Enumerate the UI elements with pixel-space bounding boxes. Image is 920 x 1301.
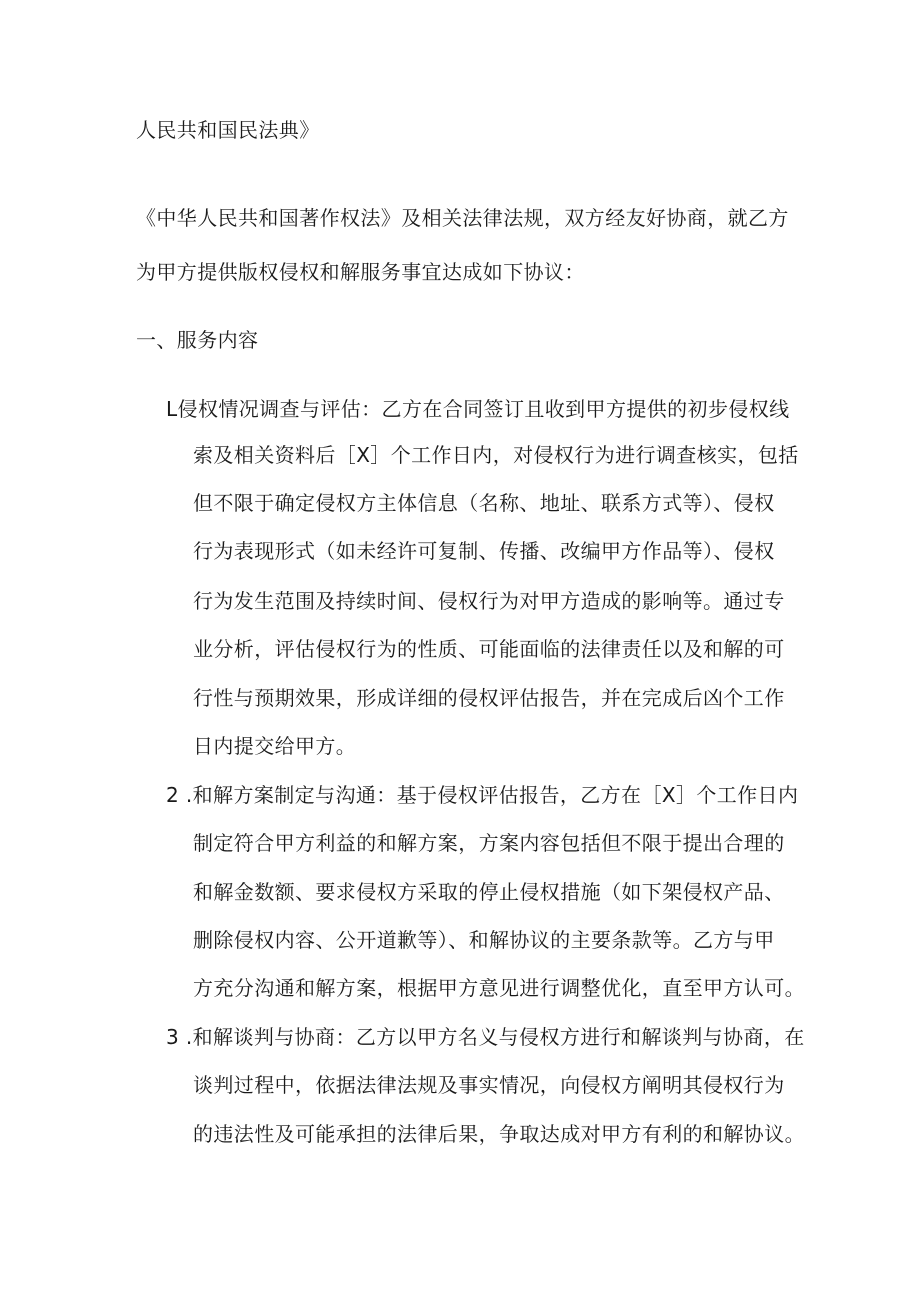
item-2-line: 制定符合甲方利益的和解方案，方案内容包括但不限于提出合理的 [193, 831, 785, 855]
item-1-line: 业分析，评估侵权行为的性质、可能面临的法律责任以及和解的可 [193, 637, 785, 661]
item-2-line: 方充分沟通和解方案，根据甲方意见进行调整优化，直至甲方认可。 [193, 976, 805, 1000]
item-3-line: 谈判过程中，依据法律法规及事实情况，向侵权方阐明其侵权行为 [193, 1073, 785, 1097]
item-1-line: 行为发生范围及持续时间、侵权行为对甲方造成的影响等。通过专 [193, 589, 785, 613]
item-2-line: 删除侵权内容、公开道歉等）、和解协议的主要条款等。乙方与甲 [193, 928, 775, 952]
intro-line: 《中华人民共和国著作权法》及相关法律法规，双方经友好协商，就乙方 [136, 206, 789, 230]
item-2-line: 2 .和解方案制定与沟通：基于侵权评估报告，乙方在［X］个工作日内 [166, 783, 799, 807]
item-1-line: 但不限于确定侵权方主体信息（名称、地址、联系方式等）、侵权 [193, 491, 775, 515]
item-2-line: 和解金数额、要求侵权方采取的停止侵权措施（如下架侵权产品、 [193, 880, 785, 904]
item-1-line: L侵权情况调查与评估：乙方在合同签订且收到甲方提供的初步侵权线 [166, 397, 790, 421]
item-1-line: 日内提交给甲方。 [193, 734, 357, 758]
item-3-line: 3 .和解谈判与协商：乙方以甲方名义与侵权方进行和解谈判与协商，在 [166, 1025, 805, 1049]
item-1-line: 行为表现形式（如未经许可复制、传播、改编甲方作品等）、侵权 [193, 539, 775, 563]
fragment-line: 人民共和国民法典》 [136, 118, 320, 142]
item-1-line: 索及相关资料后［X］个工作日内，对侵权行为进行调查核实，包括 [193, 443, 799, 467]
item-1-line: 行性与预期效果，形成详细的侵权评估报告，并在完成后凶个工作 [193, 686, 785, 710]
item-3-line: 的违法性及可能承担的法律后果，争取达成对甲方有利的和解协议。 [193, 1122, 805, 1146]
section-heading: 一、服务内容 [136, 328, 259, 352]
intro-line: 为甲方提供版权侵权和解服务事宜达成如下协议： [136, 260, 585, 284]
